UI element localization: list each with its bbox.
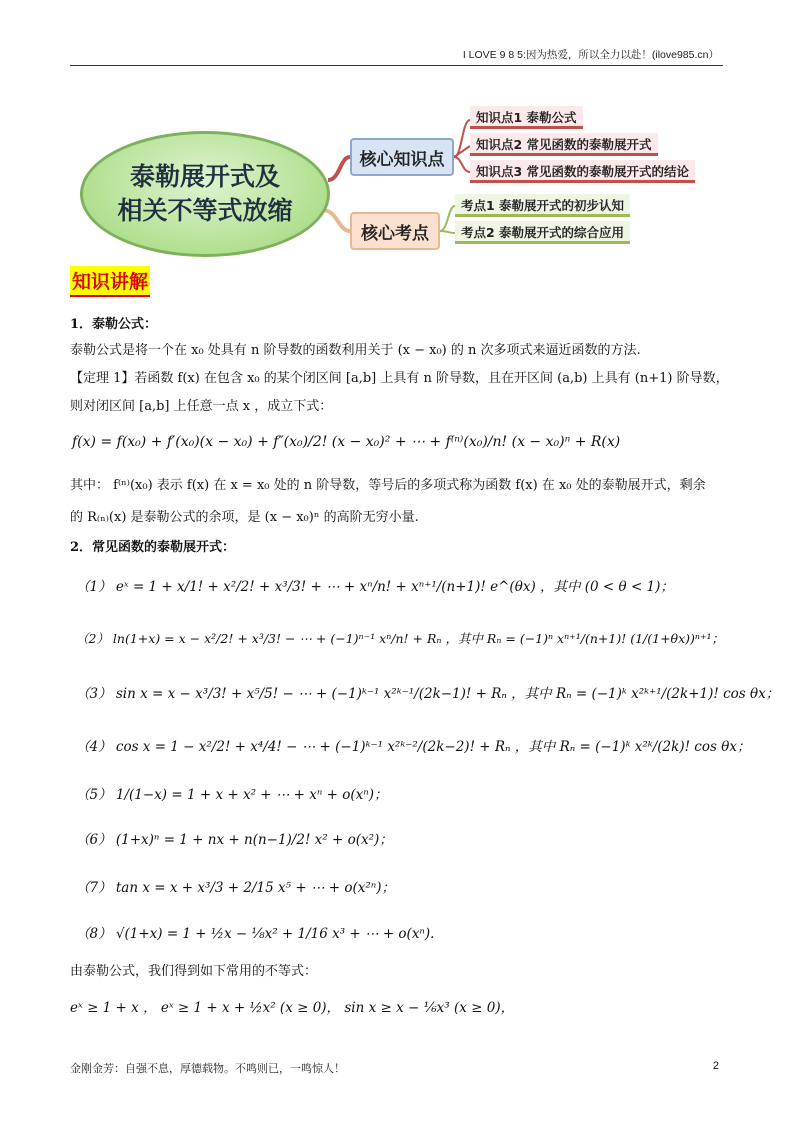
s1-theorem-line2: 则对闭区间 [a,b] 上任意一点 x ，成立下式： — [70, 399, 333, 414]
mindmap-center — [80, 131, 330, 257]
s1-paragraph-3: 的 R₍ₙ₎(x) 是泰勒公式的余项，是 (x − x₀)ⁿ 的高阶无穷小量. — [70, 510, 419, 525]
expansion-3: （3） sin x = x − x³/3! + x⁵/5! − ⋯ + (−1)ᵏ⁻¹ x²ᵏ⁻¹/(2k−1)! + Rₙ ，其中 Rₙ = (−1)ᵏ x²ᵏ⁺¹/(2k+1)! cos θx； — [76, 686, 780, 702]
s1-paragraph-2: 其中： f⁽ⁿ⁾(x₀) 表示 f(x) 在 x = x₀ 处的 n 阶导数，等号后的多项式称为函数 f(x) 在 x₀ 处的泰勒展开式，剩余 — [70, 478, 706, 493]
inequalities: eˣ ≥ 1 + x ， eˣ ≥ 1 + x + ½x² (x ≥ 0)， sin x ≥ x − ⅙x³ (x ≥ 0)， — [70, 1000, 515, 1016]
branch-core-knowledge: 核心知识点 — [350, 138, 454, 176]
expansion-4: （4） cos x = 1 − x²/2! + x⁴/4! − ⋯ + (−1)ᵏ⁻¹ x²ᵏ⁻²/(2k−2)! + Rₙ ，其中 Rₙ = (−1)ᵏ x²ᵏ/(2k)! cos θx； — [76, 739, 751, 755]
leaf-exam-1: 考点1 泰勒展开式的初步认知 — [455, 194, 630, 217]
s1-theorem-line1: 【定理 1】若函数 f(x) 在包含 x₀ 的某个闭区间 [a,b] 上具有 n 阶导数，且在开区间 (a,b) 上具有 (n+1) 阶导数， — [70, 371, 729, 386]
taylor-formula: f(x) = f(x₀) + f′(x₀)(x − x₀) + f″(x₀)/2! (x − x₀)² + ⋯ + f⁽ⁿ⁾(x₀)/n! (x − x₀)ⁿ + R(x) — [72, 434, 621, 450]
s1-paragraph-1: 泰勒公式是将一个在 x₀ 处具有 n 阶导数的函数利用关于 (x − x₀) 的 n 次多项式来逼近函数的方法. — [70, 343, 641, 358]
leaf-knowledge-1: 知识点1 泰勒公式 — [470, 106, 583, 129]
page-footer: 金刚金芳：自强不息，厚德载物。不鸣则已，一鸣惊人！ — [70, 1062, 345, 1075]
mindmap-center-line2: 相关不等式放缩 — [117, 196, 293, 225]
s1-heading: 1．泰勒公式： — [70, 317, 158, 332]
expansion-8: （8） √(1+x) = 1 + ½x − ⅛x² + 1/16 x³ + ⋯ + o(xⁿ). — [76, 926, 435, 942]
expansion-6: （6） (1+x)ⁿ = 1 + nx + n(n−1)/2! x² + o(x²)； — [76, 832, 393, 848]
branch-core-exam: 核心考点 — [350, 212, 440, 250]
page-header: I LOVE 9 8 5:因为热爱，所以全力以赴！(ilove985.cn） — [462, 49, 719, 61]
expansion-2: （2） ln(1+x) = x − x²/2! + x³/3! − ⋯ + (−1)ⁿ⁻¹ xⁿ/n! + Rₙ ，其中 Rₙ = (−1)ⁿ xⁿ⁺¹/(n+1)! (1/(1+θx))ⁿ⁺¹； — [76, 631, 725, 646]
s2-paragraph: 由泰勒公式，我们得到如下常用的不等式： — [70, 964, 318, 979]
section-title: 知识讲解 — [70, 266, 150, 297]
page-number: 2 — [712, 1060, 719, 1072]
mindmap-center-line1: 泰勒展开式及 — [129, 162, 280, 191]
s2-heading: 2．常见函数的泰勒展开式： — [70, 540, 236, 555]
leaf-knowledge-3: 知识点3 常见函数的泰勒展开式的结论 — [470, 160, 695, 183]
expansion-7: （7） tan x = x + x³/3 + 2/15 x⁵ + ⋯ + o(x²ⁿ)； — [76, 880, 395, 896]
leaf-knowledge-2: 知识点2 常见函数的泰勒展开式 — [470, 133, 658, 156]
leaf-exam-2: 考点2 泰勒展开式的综合应用 — [455, 221, 630, 244]
expansion-1: （1） eˣ = 1 + x/1! + x²/2! + x³/3! + ⋯ + xⁿ/n! + xⁿ⁺¹/(n+1)! e^(θx) ，其中 (0 < θ < 1)； — [76, 579, 674, 595]
expansion-5: （5） 1/(1−x) = 1 + x + x² + ⋯ + xⁿ + o(xⁿ)； — [76, 787, 388, 803]
